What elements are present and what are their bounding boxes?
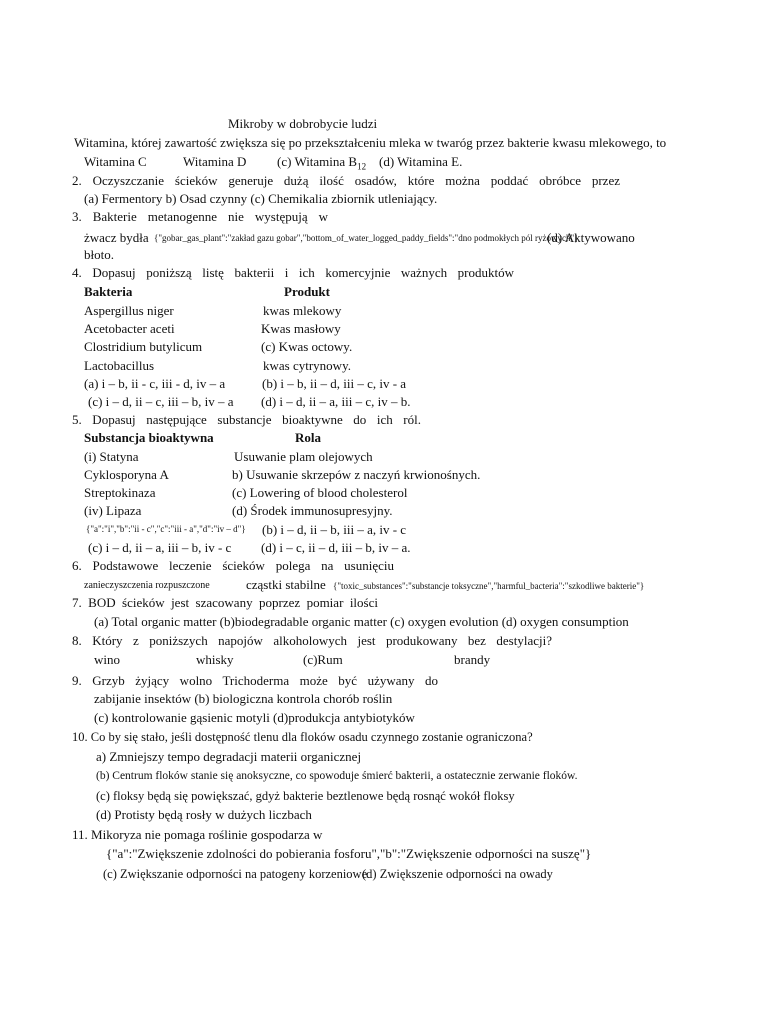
question-2-text: 2. Oczyszczanie ścieków generuje dużą ilość osadów, które można poddać obróbce przez: [72, 173, 620, 188]
question-10-text: 10. Co by się stało, jeśli dostępność tlenu dla floków osadu czynnego zostanie ograniczona?: [72, 730, 533, 744]
question-4-row-4-left: Lactobacillus: [84, 358, 155, 373]
question-8-option-b: whisky: [196, 652, 234, 667]
question-5-row-4-left: (iv) Lipaza: [84, 503, 142, 518]
question-8-option-a: wino: [94, 652, 120, 667]
question-5-row-2-right: b) Usuwanie skrzepów z naczyń krwionośnych.: [232, 467, 481, 482]
question-3-text: 3. Bakterie metanogenne nie występują w: [72, 209, 328, 224]
question-4-row-4-right: kwas cytrynowy.: [263, 358, 351, 373]
question-4-option-b: (b) i – b, ii – d, iii – c, iv - a: [262, 376, 407, 391]
question-1-text: [74, 134, 768, 152]
question-4-col2-header: Produkt: [284, 284, 330, 299]
question-4-col1-header: Bakteria: [84, 284, 133, 299]
question-11-text: 11. Mikoryza nie pomaga roślinie gospodarza w: [72, 827, 323, 842]
question-11-option-c: (c) Zwiększanie odporności na patogeny korzeniowe: [103, 867, 368, 881]
question-3-option-a: żwacz bydła: [84, 230, 149, 245]
question-5-col2-header: Rola: [295, 430, 321, 445]
question-4-row-3-left: Clostridium butylicum: [84, 339, 203, 354]
question-5-text: 5. Dopasuj następujące substancje bioaktywne do ich ról.: [72, 412, 421, 427]
question-1-option-c-subscript: 12: [357, 161, 367, 172]
question-5-option-c: (c) i – d, ii – a, iii – b, iv - c: [88, 540, 232, 555]
question-9-text: 9. Grzyb żyjący wolno Trichoderma może być używany do: [72, 673, 438, 688]
question-5-col1-header: Substancja bioaktywna: [84, 430, 214, 445]
question-3-options-json: {"gobar_gas_plant":"zakład gazu gobar","bottom_of_water_logged_paddy_fields":"dno podmokłych pól ryżowych"}: [154, 233, 579, 243]
question-5-row-1-right: Usuwanie plam olejowych: [234, 449, 373, 464]
question-2-options: (a) Fermentory b) Osad czynny (c) Chemikalia zbiornik utleniający.: [84, 191, 438, 206]
question-6-option-b: cząstki stabilne: [246, 577, 326, 592]
question-8-option-d: brandy: [454, 652, 491, 667]
question-1-option-c-label: (c) Witamina B: [277, 154, 358, 169]
question-4-row-3-right: (c) Kwas octowy.: [261, 339, 353, 354]
question-5-row-2-left: Cyklosporyna A: [84, 467, 169, 482]
question-4-option-a: (a) i – b, ii - c, iii - d, iv – a: [84, 376, 226, 391]
question-5-option-d: (d) i – c, ii – d, iii – b, iv – a.: [261, 540, 411, 555]
question-4-row-1-right: kwas mlekowy: [263, 303, 342, 318]
question-1-stem: Witamina, której zawartość zwiększa się po przekształceniu mleka w twaróg przez bakterie kwasu mlekowego, to: [74, 135, 667, 150]
question-5-row-4-right: (d) Środek immunosupresyjny.: [232, 503, 393, 518]
question-8-option-c: (c)Rum: [303, 652, 343, 667]
question-6-options-json: {"toxic_substances":"substancje toksyczne","harmful_bacteria":"szkodliwe bakterie"}: [333, 581, 645, 591]
question-4-row-2-left: Acetobacter aceti: [84, 321, 175, 336]
question-10-option-d: (d) Protisty będą rosły w dużych liczbach: [96, 807, 312, 822]
question-4-row-2-right: Kwas masłowy: [261, 321, 341, 336]
question-11-option-d: (d) Zwiększenie odporności na owady: [362, 867, 553, 881]
question-7-options: (a) Total organic matter (b)biodegradable organic matter (c) oxygen evolution (d) oxygen consumption: [94, 614, 629, 629]
question-8-text: 8. Który z poniższych napojów alkoholowych jest produkowany bez destylacji?: [72, 633, 552, 648]
question-7-text: 7. BOD ścieków jest szacowany poprzez pomiar ilości: [72, 595, 378, 610]
question-9-options-cd: (c) kontrolowanie gąsienic motyli (d)produkcja antybiotyków: [94, 710, 415, 725]
question-4-text: 4. Dopasuj poniższą listę bakterii i ich komercyjnie ważnych produktów: [72, 265, 514, 280]
question-3-option-d-cont: błoto.: [84, 247, 114, 262]
question-5-option-a-json: {"a":"i","b":"ii - c","c":"iii - a","d":"iv – d"}: [86, 524, 246, 534]
question-1-option-b: Witamina D: [183, 154, 247, 169]
question-3-option-d: (d) Aktywowano: [547, 230, 635, 245]
question-11-options-json: {"a":"Zwiększenie zdolności do pobierania fosforu","b":"Zwiększenie odporności na suszę"}: [106, 846, 592, 861]
question-10-option-c: (c) floksy będą się powiększać, gdyż bakterie beztlenowe będą rosnąć wokół floksy: [96, 789, 515, 803]
question-5-row-3-right: (c) Lowering of blood cholesterol: [232, 485, 408, 500]
question-10-option-a: a) Zmniejszy tempo degradacji materii organicznej: [96, 749, 362, 764]
question-6-option-a: zanieczyszczenia rozpuszczone: [84, 580, 210, 591]
question-5-row-3-left: Streptokinaza: [84, 485, 156, 500]
question-6-text: 6. Podstawowe leczenie ścieków polega na usunięciu: [72, 558, 394, 573]
page-title: Mikroby w dobrobycie ludzi: [228, 116, 378, 131]
question-4-row-1-left: Aspergillus niger: [84, 303, 174, 318]
question-5-option-b: (b) i – d, ii – b, iii – a, iv - c: [262, 522, 407, 537]
question-9-options-ab: zabijanie insektów (b) biologiczna kontrola chorób roślin: [94, 691, 393, 706]
question-5-row-1-left: (i) Statyna: [84, 449, 139, 464]
question-10-option-b: (b) Centrum floków stanie się anoksyczne, co spowoduje śmierć bakterii, a ostatecznie zerwanie floków.: [96, 770, 578, 782]
question-4-option-c: (c) i – d, ii – c, iii – b, iv – a: [88, 394, 234, 409]
question-1-option-d: (d) Witamina E.: [379, 154, 463, 169]
question-1-option-a: Witamina C: [84, 154, 147, 169]
question-4-option-d: (d) i – d, ii – a, iii – c, iv – b.: [261, 394, 411, 409]
